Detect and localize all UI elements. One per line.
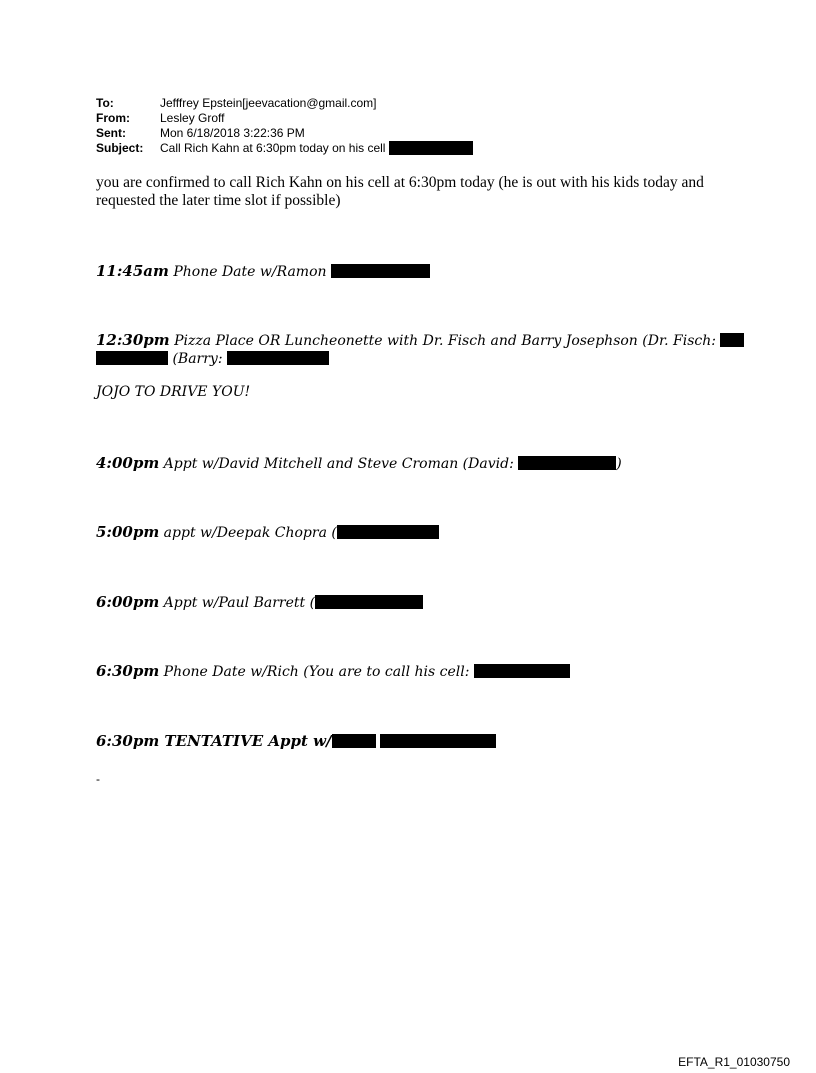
email-header: [96, 96, 473, 156]
schedule-item-500: [96, 523, 439, 541]
schedule-time: 6:00pm: [96, 593, 160, 611]
sent-row: [96, 126, 473, 141]
schedule-time: 11:45am: [96, 262, 169, 280]
redaction-block: [331, 264, 430, 278]
redaction-block: [315, 595, 423, 609]
from-value: Lesley Groff: [160, 111, 225, 125]
schedule-time: 12:30pm: [96, 331, 170, 349]
subject-row: [96, 141, 473, 156]
redaction-block: [332, 734, 376, 748]
redaction-block: [337, 525, 439, 539]
schedule-time: 6:30pm: [96, 662, 160, 680]
trailing-dash: -: [96, 772, 100, 786]
redaction-block: [518, 456, 616, 470]
schedule-text: Pizza Place OR Luncheonette with Dr. Fisch and Barry Josephson (Dr. Fisch:: [174, 333, 716, 349]
schedule-item-1145: [96, 262, 430, 280]
schedule-item-600: [96, 593, 423, 611]
from-row: [96, 111, 473, 126]
schedule-time: 5:00pm: [96, 523, 160, 541]
schedule-item-630-phone: [96, 662, 570, 680]
schedule-text-after: ): [616, 456, 622, 472]
schedule-item-1230: [96, 331, 744, 349]
document-id: EFTA_R1_01030750: [678, 1055, 790, 1069]
schedule-text: Appt w/David Mitchell and Steve Croman (David:: [163, 456, 514, 472]
redaction-block: [227, 351, 329, 365]
to-row: [96, 96, 473, 111]
to-label: To:: [96, 96, 114, 110]
subject-value: Call Rich Kahn at 6:30pm today on his cell: [160, 141, 386, 155]
redaction-block: [389, 141, 473, 155]
sent-value: Mon 6/18/2018 3:22:36 PM: [160, 126, 305, 140]
schedule-text: appt w/Deepak Chopra (: [163, 525, 337, 541]
schedule-text: Phone Date w/Ramon: [173, 264, 327, 280]
schedule-item-630-tentative: [96, 732, 496, 750]
email-body: you are confirmed to call Rich Kahn on his cell at 6:30pm today (he is out with his kids today and requested the later time slot if possible): [96, 174, 704, 209]
sent-label: Sent:: [96, 126, 126, 140]
schedule-text-cont: (Barry:: [172, 351, 223, 367]
schedule-text: Appt w/Paul Barrett (: [163, 595, 316, 611]
schedule-note: JOJO TO DRIVE YOU!: [96, 384, 251, 400]
schedule-time: 6:30pm TENTATIVE Appt w/: [96, 732, 332, 750]
subject-label: Subject:: [96, 141, 144, 155]
schedule-text: Phone Date w/Rich (You are to call his cell:: [163, 664, 470, 680]
redaction-block: [474, 664, 570, 678]
schedule-time: 4:00pm: [96, 454, 160, 472]
to-value: Jefffrey Epstein[jeevacation@gmail.com]: [160, 96, 377, 110]
from-label: From:: [96, 111, 130, 125]
redaction-block: [380, 734, 496, 748]
redaction-block: [96, 351, 168, 365]
schedule-item-1230-cont: [96, 351, 329, 367]
redaction-block: [720, 333, 744, 347]
schedule-item-400: [96, 454, 622, 472]
